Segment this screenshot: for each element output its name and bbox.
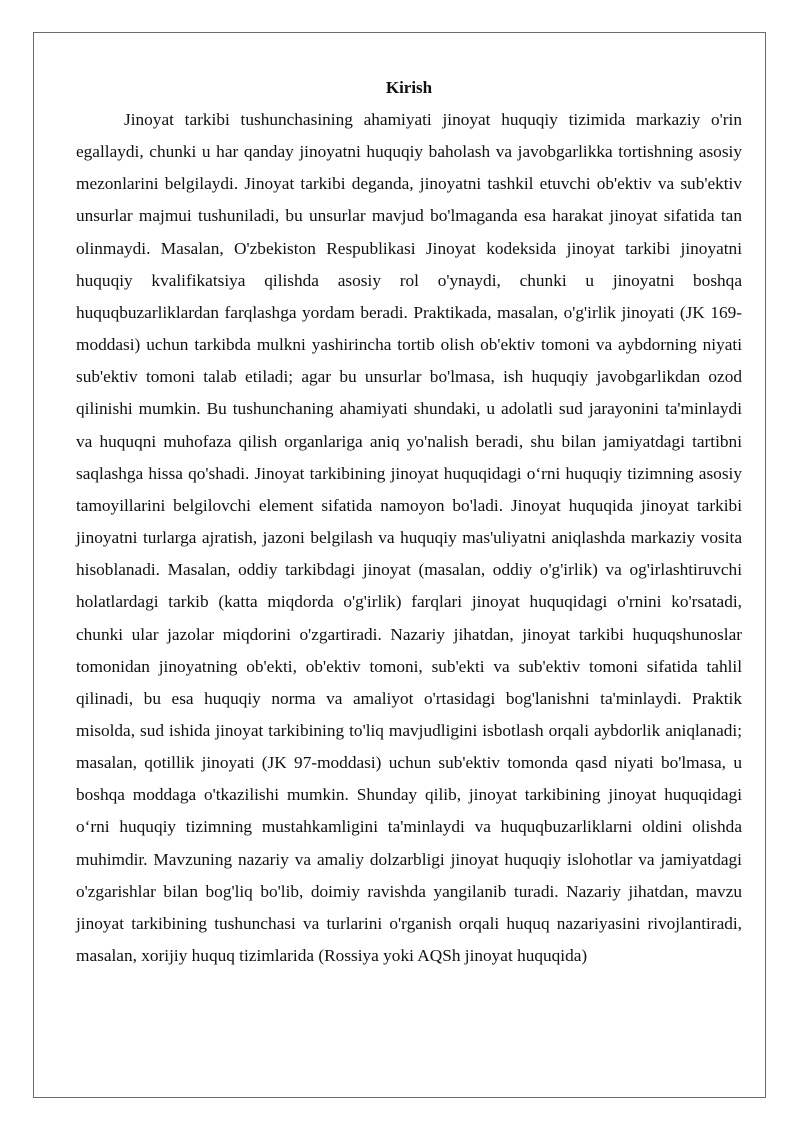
document-body — [76, 74, 742, 972]
section-title: Kirish — [385, 78, 433, 97]
body-paragraph: Jinoyat tarkibi tushunchasining ahamiyati jinoyat huquqiy tizimida markaziy o'rin egallaydi, chunki u har qanday jinoyatni huquqiy baholash va javobgarlikka tortishning asosiy mezonlarini belgilaydi. Jinoyat tarkibi deganda, jinoyatni tashkil etuvchi ob'ektiv va sub'ektiv unsurlar majmui tushuniladi, bu unsurlar mavjud bo'lmaganda esa harakat jinoyat sifatida tan olinmaydi. Masalan, O'zbekiston Respublikasi Jinoyat kodeksida jinoyat tarkibi jinoyatni huquqiy kvalifikatsiya qilishda asosiy rol o'ynaydi, chunki u jinoyatni boshqa huquqbuzarliklardan farqlashga yordam beradi. Praktikada, masalan, o'g'irlik jinoyati (JK 169-moddasi) uchun tarkibda mulkni yashirincha tortib olish ob'ektiv tomoni va aybdorning niyati sub'ektiv tomoni talab etiladi; agar bu unsurlar bo'lmasa, ish huquqiy javobgarlikdan ozod qilinishi mumkin. Bu tushunchaning ahamiyati shundaki, u adolatli sud jarayonini ta'minlaydi va huquqni muhofaza qilish organlariga aniq yo'nalish beradi, shu bilan jamiyatdagi tartibni saqlashga hissa qo'shadi. Jinoyat tarkibining jinoyat huquqidagi o‘rni huquqiy tizimning asosiy tamoyillarini belgilovchi element sifatida namoyon bo'ladi. Jinoyat huquqida jinoyat tarkibi jinoyatni turlarga ajratish, jazoni belgilash va huquqiy mas'uliyatni aniqlashda markaziy vosita hisoblanadi. Masalan, oddiy tarkibdagi jinoyat (masalan, oddiy o'g'irlik) va og'irlashtiruvchi holatlardagi tarkib (katta miqdorda o'g'irlik) farqlari jinoyat huquqidagi o'rnini ko'rsatadi, chunki ular jazolar miqdorini o'zgartiradi. Nazariy jihatdan, jinoyat tarkibi huquqshunoslar tomonidan jinoyatning ob'ekti, ob'ektiv tomoni, sub'ekti va sub'ektiv tomoni sifatida tahlil qilinadi, bu esa huquqiy norma va amaliyot o'rtasidagi bog'lanishni ta'minlaydi. Praktik misolda, sud ishida jinoyat tarkibining to'liq mavjudligini isbotlash orqali aybdorlik aniqlanadi; masalan, qotillik jinoyati (JK 97-moddasi) uchun sub'ektiv tomonda qasd niyati bo'lmasa, u boshqa moddaga o'tkazilishi mumkin. Shunday qilib, jinoyat tarkibining jinoyat huquqidagi o‘rni huquqiy tizimning mustahkamligini ta'minlaydi va huquqbuzarliklarni oldini olishda muhimdir. Mavzuning nazariy va amaliy dolzarbligi jinoyat huquqiy islohotlar va jamiyatdagi o'zgarishlar bilan bog'liq bo'lib, doimiy ravishda yangilanib turadi. Nazariy jihatdan, mavzu jinoyat tarkibining tushunchasi va turlarini o'rganish orqali huquq nazariyasini rivojlantiradi, masalan, xorijiy huquq tizimlarida (Rossiya yoki AQSh jinoyat huquqida) — [76, 110, 742, 966]
